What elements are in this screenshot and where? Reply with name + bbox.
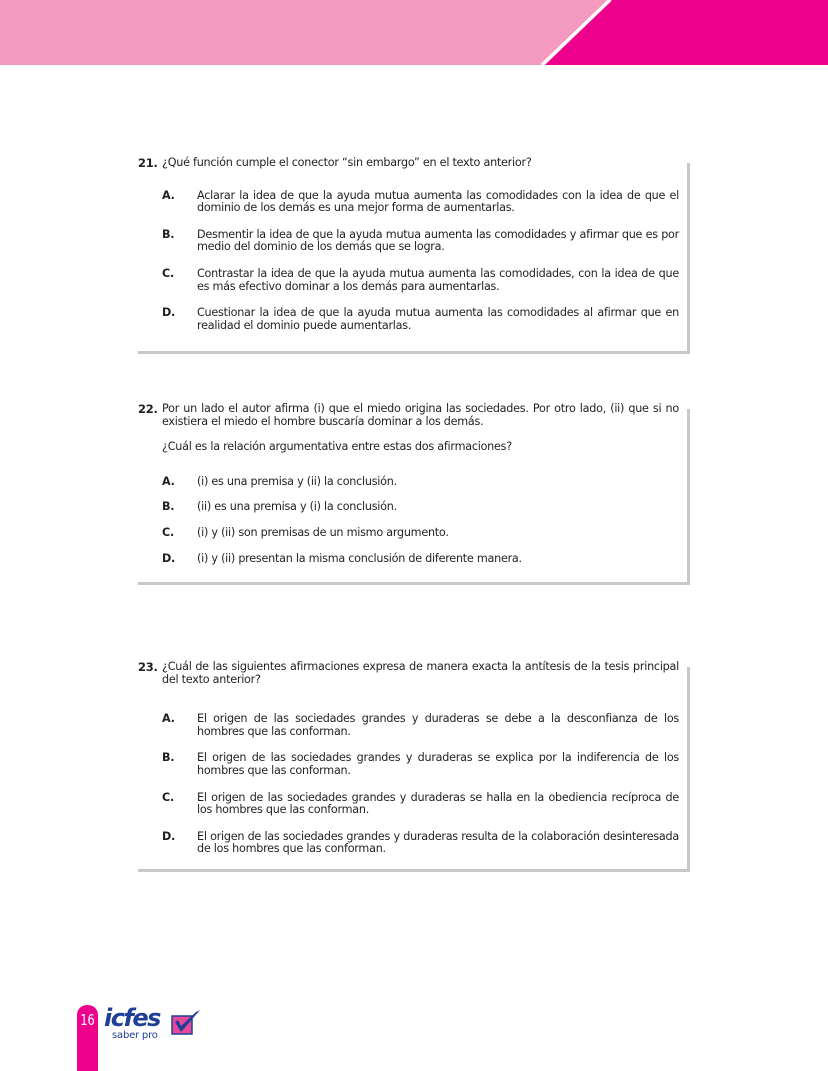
option-letter: C. <box>162 525 174 539</box>
option-b[interactable] <box>162 752 687 777</box>
header-banner-graphic <box>0 0 828 65</box>
option-a[interactable] <box>162 476 687 489</box>
option-text: Cuestionar la idea de que la ayuda mutua aumenta las comodidades al afirmar que en realidad el dominio puede aumentarlas. <box>197 306 679 332</box>
option-text: El origen de las sociedades grandes y duraderas resulta de la colaboración desinteresada de los hombres que las conforman. <box>197 829 679 856</box>
option-b[interactable] <box>162 501 687 514</box>
question-21 <box>138 157 690 354</box>
option-a[interactable] <box>162 190 687 215</box>
option-d[interactable] <box>162 553 687 566</box>
option-text: (i) es una premisa y (ii) la conclusión. <box>197 474 397 488</box>
question-22 <box>138 403 690 585</box>
option-c[interactable] <box>162 527 687 540</box>
page-number: 16 <box>80 1011 95 1029</box>
option-d[interactable] <box>162 307 687 332</box>
option-text: El origen de las sociedades grandes y duraderas se halla en la obediencia recíproca de los hombres que las conforman. <box>197 790 679 817</box>
question-number: 23. <box>138 660 158 674</box>
question-stem <box>138 403 687 428</box>
option-letter: C. <box>162 790 174 804</box>
option-c[interactable] <box>162 792 687 817</box>
answer-options <box>138 190 687 340</box>
option-d[interactable] <box>162 831 687 856</box>
answer-options <box>138 713 687 863</box>
option-c[interactable] <box>162 268 687 293</box>
option-letter: B. <box>162 227 175 241</box>
option-text: Contrastar la idea de que la ayuda mutua aumenta las comodidades, con la idea de que es más efectivo dominar a los demás para aumentarlas. <box>197 266 679 293</box>
option-text: El origen de las sociedades grandes y duraderas se debe a la desconfianza de los hombres que las conforman. <box>197 712 679 738</box>
question-text: ¿Cuál de las siguientes afirmaciones expresa de manera exacta la antítesis de la tesis principal del texto anterior? <box>162 660 679 686</box>
question-text: Por un lado el autor afirma (i) que el miedo origina las sociedades. Por otro lado, (ii) que si no existiera el miedo el hombre buscaría dominar a los demás. <box>162 402 679 428</box>
question-number: 22. <box>138 402 158 416</box>
option-letter: A. <box>162 712 175 726</box>
option-text: (i) y (ii) son premisas de un mismo argumento. <box>197 525 449 539</box>
icfes-logo <box>104 1004 204 1048</box>
question-stem <box>138 661 687 686</box>
question-text: ¿Qué función cumple el conector “sin embargo” en el texto anterior? <box>162 156 532 169</box>
logo-text: icfes <box>104 1004 160 1032</box>
option-letter: D. <box>162 306 176 320</box>
option-letter: A. <box>162 188 175 202</box>
option-letter: B. <box>162 500 175 514</box>
option-text: Desmentir la idea de que la ayuda mutua aumenta las comodidades y afirmar que es por medio del dominio de los demás que se logra. <box>197 227 679 254</box>
option-text: (i) y (ii) presentan la misma conclusión de diferente manera. <box>197 551 522 565</box>
question-stem <box>138 157 687 170</box>
checkbox-check-icon <box>170 1008 202 1038</box>
question-23 <box>138 661 690 872</box>
option-a[interactable] <box>162 713 687 738</box>
option-text: El origen de las sociedades grandes y duraderas se explica por la indiferencia de los hombres que las conforman. <box>197 751 679 777</box>
option-text: (ii) es una premisa y (i) la conclusión. <box>197 500 397 514</box>
option-letter: B. <box>162 751 175 765</box>
option-text: Aclarar la idea de que la ayuda mutua aumenta las comodidades con la idea de que el dominio de los demás es una mejor forma de aumentarlas. <box>197 188 679 215</box>
option-letter: D. <box>162 551 176 565</box>
option-b[interactable] <box>162 229 687 254</box>
option-letter: D. <box>162 829 176 843</box>
question-subprompt: ¿Cuál es la relación argumentativa entre estas dos afirmaciones? <box>162 440 512 454</box>
question-number: 21. <box>138 156 158 170</box>
header-banner <box>0 0 828 65</box>
logo-subtext: saber pro <box>112 1030 158 1041</box>
option-letter: C. <box>162 266 174 280</box>
answer-options <box>138 476 687 585</box>
option-letter: A. <box>162 474 175 488</box>
